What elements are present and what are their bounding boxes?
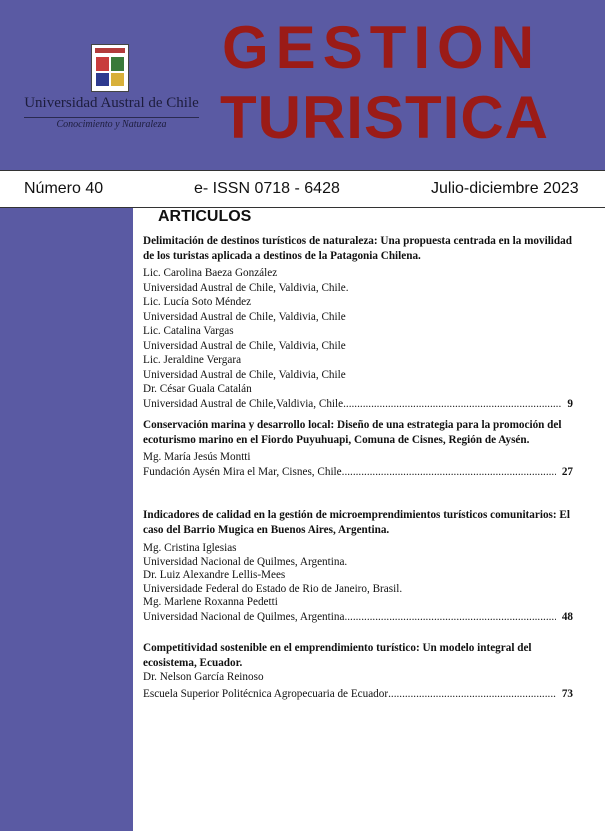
issn: e- ISSN 0718 - 6428	[194, 180, 340, 197]
author-name: Mg. María Jesús Montti	[143, 451, 251, 463]
article-entry[interactable]	[143, 234, 573, 411]
author-affiliation: Universidad Austral de Chile, Valdivia, Chile	[143, 339, 346, 352]
leader-dots	[344, 610, 555, 625]
author-name: Dr. Luiz Alexandre Lellis-Mees	[143, 569, 286, 581]
author-affiliation: Universidad Austral de Chile,Valdivia, Chile	[143, 397, 344, 410]
author-name: Mg. Marlene Roxanna Pedetti	[143, 596, 278, 608]
article-title: Competitividad sostenible en el emprendimiento turístico: Un modelo integral del ecosistema, Ecuador.	[143, 642, 532, 669]
leader-dots	[343, 397, 561, 412]
cover-header	[0, 0, 605, 171]
page-number: 48	[561, 610, 573, 623]
author-name: Lic. Carolina Baeza González	[143, 267, 278, 279]
author-name: Dr. Nelson García Reinoso	[143, 671, 264, 683]
leader-dots	[342, 465, 556, 480]
author-name: Mg. Cristina Iglesias	[143, 542, 237, 554]
author-name: Dr. César Guala Catalán	[143, 383, 252, 395]
author-affiliation: Universidad Nacional de Quilmes, Argentina	[143, 610, 345, 623]
journal-title-line2: TURISTICA	[220, 84, 549, 151]
author-name: Lic. Lucía Soto Méndez	[143, 296, 252, 308]
article-entry[interactable]	[143, 418, 573, 479]
left-sidebar-band	[0, 208, 133, 831]
article-entry[interactable]	[143, 641, 573, 701]
section-title: ARTICULOS	[158, 208, 252, 225]
author-name: Lic. Jeraldine Vergara	[143, 354, 242, 366]
author-name: Lic. Catalina Vargas	[143, 325, 234, 337]
author-affiliation: Universidad Nacional de Quilmes, Argentina.	[143, 555, 348, 568]
author-affiliation: Universidade Federal do Estado de Rio de Janeiro, Brasil.	[143, 582, 403, 595]
page-number: 9	[567, 397, 573, 410]
author-affiliation: Escuela Superior Politécnica Agropecuaria de Ecuador	[143, 687, 389, 700]
leader-dots	[388, 687, 556, 702]
issue-period: Julio-diciembre 2023	[431, 180, 579, 197]
article-title: Delimitación de destinos turísticos de naturaleza: Una propuesta centrada en la movilidad de los turistas aplicada a destinos de la Patagonia Chilena.	[143, 235, 572, 262]
university-crest-icon	[91, 44, 129, 92]
university-name: Universidad Austral de Chile	[24, 95, 199, 111]
issue-info-bar	[0, 171, 605, 208]
article-entry[interactable]	[143, 508, 573, 624]
page-number: 27	[561, 465, 573, 478]
issue-number: Número 40	[24, 180, 104, 197]
university-motto: Conocimiento y Naturaleza	[24, 117, 199, 130]
author-affiliation: Fundación Aysén Mira el Mar, Cisnes, Chile	[143, 465, 342, 478]
author-affiliation: Universidad Austral de Chile, Valdivia, Chile.	[143, 281, 349, 294]
journal-title-line1: GESTION	[222, 14, 542, 81]
author-affiliation: Universidad Austral de Chile, Valdivia, Chile	[143, 368, 346, 381]
author-affiliation: Universidad Austral de Chile, Valdivia, Chile	[143, 310, 346, 323]
article-title: Conservación marina y desarrollo local: Diseño de una estrategia para la promoción del ecoturismo marino en el Fiordo Puyuhuapi, Comuna de Cisnes, Región de Aysén.	[143, 419, 562, 446]
article-title: Indicadores de calidad en la gestión de microemprendimientos turísticos comunitarios: El caso del Barrio Mugica en Buenos Aires, Argentina.	[143, 509, 570, 536]
page-number: 73	[561, 687, 573, 700]
